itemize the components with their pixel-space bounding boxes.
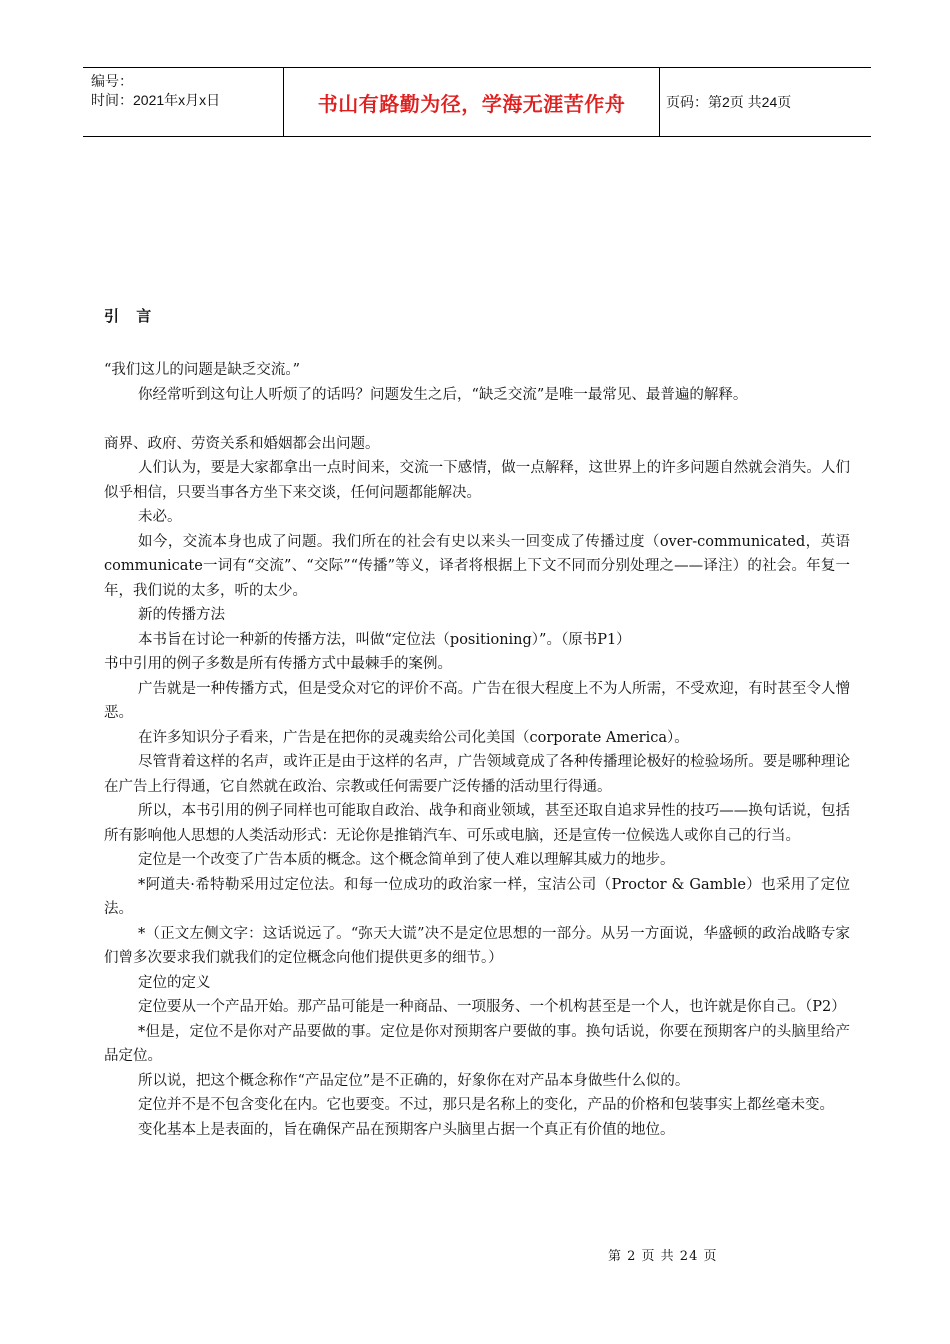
paragraph: 未必。: [138, 509, 182, 525]
paragraph: *但是，定位不是你对产品要做的事。定位是你对预期客户要做的事。换句话说，你要在预期客户的头脑里给产品定位。: [104, 1023, 850, 1064]
time-label: 时间：2021年x月x日: [91, 92, 221, 108]
paragraph: 本书旨在讨论一种新的传播方法，叫做“定位法（positioning）”。（原书P1）: [138, 631, 631, 648]
header-meta: [83, 68, 284, 136]
document-body: [104, 358, 850, 1142]
page-header: [83, 67, 871, 137]
section-heading: 引 言: [104, 307, 158, 325]
paragraph: 所以，本书引用的例子同样也可能取自政治、战争和商业领域，甚至还取自追求异性的技巧——换句话说，包括所有影响他人思想的人类活动形式：无论你是推销汽车、可乐或电脑，还是宣传一位候选人或你自己的行当。: [104, 803, 850, 844]
paragraph: 你经常听到这句让人听烦了的话吗？问题发生之后，“缺乏交流”是唯一最常见、最普遍的解释。: [138, 386, 748, 403]
paragraph: 定位并不是不包含变化在内。它也要变。不过，那只是名称上的变化，产品的价格和包装事实上都丝毫未变。: [138, 1097, 834, 1113]
paragraph: 所以说，把这个概念称作“产品定位”是不正确的，好象你在对产品本身做些什么似的。: [138, 1072, 690, 1089]
number-label: 编号：: [91, 73, 133, 89]
paragraph: *阿道夫·希特勒采用过定位法。和每一位成功的政治家一样，宝洁公司（Proctor & Gamble）也采用了定位法。: [104, 876, 850, 917]
paragraph: 定位是一个改变了广告本质的概念。这个概念简单到了使人难以理解其威力的地步。: [138, 852, 675, 868]
paragraph: 如今，交流本身也成了问题。我们所在的社会有史以来头一回变成了传播过度（over-communicated，英语communicate一词有“交流”、“交际”“传播”等义，译者将根据上下文不同而分别处理之——译注）的社会。年复一年，我们说的太多，听的太少。: [104, 533, 850, 599]
paragraph: *（正文左侧文字：这话说远了。“弥天大谎”决不是定位思想的一部分。从另一方面说，华盛顿的政治战略专家们曾多次要求我们就我们的定位概念向他们提供更多的细节。）: [104, 925, 850, 966]
page-footer: 第 2 页 共 24 页: [608, 1249, 718, 1264]
paragraph: “我们这儿的问题是缺乏交流。”: [104, 362, 301, 378]
paragraph: 变化基本上是表面的，旨在确保产品在预期客户头脑里占据一个真正有价值的地位。: [138, 1121, 675, 1138]
paragraph: 人们认为，要是大家都拿出一点时间来，交流一下感情，做一点解释，这世界上的许多问题自然就会消失。人们似乎相信，只要当事各方坐下来交谈，任何问题都能解决。: [104, 460, 850, 501]
header-page-info: 页码：第2页 共24页: [666, 94, 792, 110]
paragraph: 广告就是一种传播方式，但是受众对它的评价不高。广告在很大程度上不为人所需，不受欢迎，有时甚至令人憎恶。: [104, 680, 850, 721]
paragraph: 商界、政府、劳资关系和婚姻都会出问题。: [104, 435, 380, 452]
header-motto: 书山有路勤为径，学海无涯苦作舟: [284, 68, 660, 136]
paragraph: 在许多知识分子看来，广告是在把你的灵魂卖给公司化美国（corporate America）。: [138, 729, 689, 746]
paragraph: 定位要从一个产品开始。那产品可能是一种商品、一项服务、一个机构甚至是一个人，也许就是你自己。（P2）: [138, 999, 846, 1015]
subheading: 定位的定义: [138, 974, 211, 991]
paragraph-spacer: [104, 407, 850, 432]
paragraph: 尽管背着这样的名声，或许正是由于这样的名声，广告领域竟成了各种传播理论极好的检验场所。要是哪种理论在广告上行得通，它自然就在政治、宗教或任何需要广泛传播的活动里行得通。: [104, 754, 850, 795]
paragraph: 书中引用的例子多数是所有传播方式中最棘手的案例。: [104, 656, 452, 672]
subheading: 新的传播方法: [138, 607, 225, 623]
